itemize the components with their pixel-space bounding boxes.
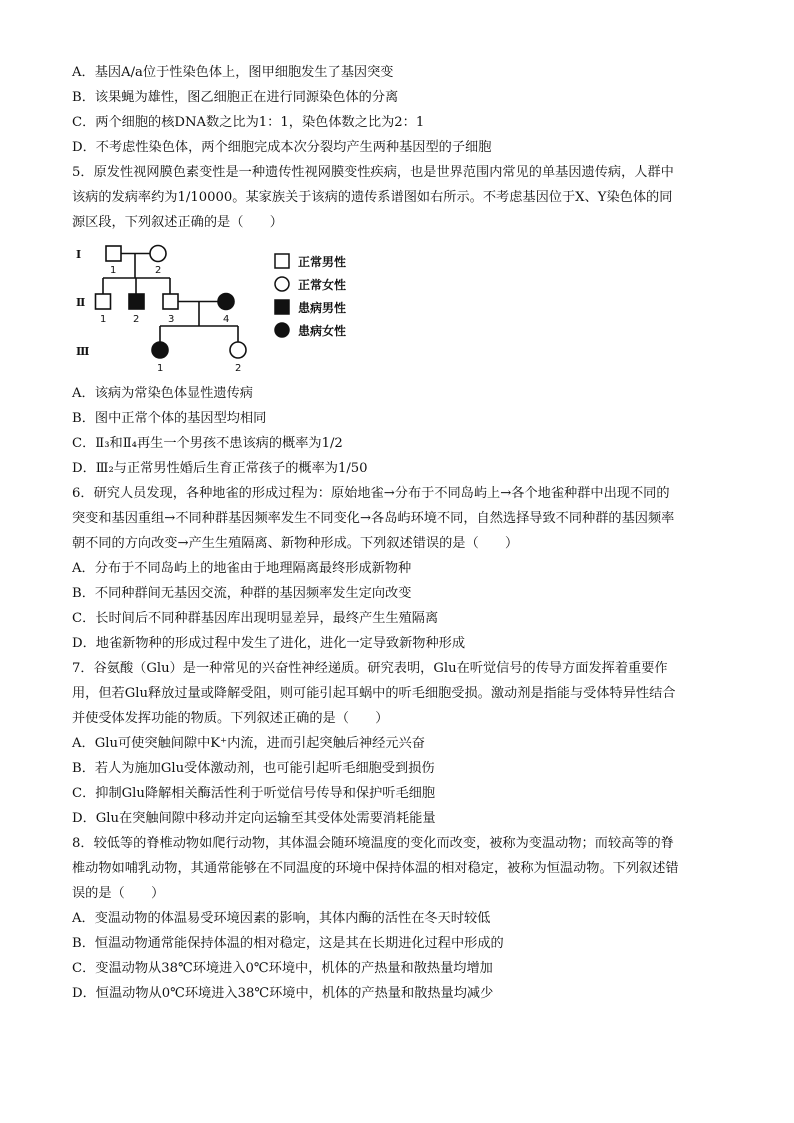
q6-stem-line-1: 6．研究人员发现，各种地雀的形成过程为：原始地雀→分布于不同岛屿上→各个地雀种群中出现不同的 — [72, 486, 670, 501]
generation-label-II: Ⅱ — [76, 296, 86, 309]
q7-option-b: B．若人为施加Glu受体激动剂，也可能引起听毛细胞受到损伤 — [72, 761, 435, 776]
pedigree-II-3 — [163, 294, 178, 309]
q5-option-b: B．图中正常个体的基因型均相同 — [72, 411, 267, 426]
label-III-1: 1 — [157, 363, 164, 374]
legend-normal-female: 正常女性 — [272, 275, 392, 295]
q8-option-b: B．恒温动物通常能保持体温的相对稳定，这是其在长期进化过程中形成的 — [72, 936, 504, 951]
pedigree-I-1 — [106, 246, 121, 261]
label-II-2: 2 — [133, 314, 140, 325]
generation-label-III: Ⅲ — [76, 345, 90, 358]
pedigree-legend — [272, 250, 392, 350]
q8-option-d: D．恒温动物从0℃环境进入38℃环境中，机体的产热量和散热量均减少 — [72, 986, 494, 1001]
q7-option-c: C．抑制Glu降解相关酶活性利于听觉信号传导和保护听毛细胞 — [72, 786, 436, 801]
q7-stem-line-3: 并使受体发挥功能的物质。下列叙述正确的是（ ） — [72, 711, 389, 726]
q4-option-a: A．基因A/a位于性染色体上，图甲细胞发生了基因突变 — [72, 65, 394, 80]
q5-stem-line-3: 源区段，下列叙述正确的是（ ） — [72, 215, 283, 230]
affected-female-symbol-icon — [274, 322, 290, 338]
q7-stem-line-2: 用，但若Glu释放过量或降解受阻，则可能引起耳蜗中的听毛细胞受损。激动剂是指能与受体特异性结合 — [72, 686, 676, 701]
q8-stem-line-3: 误的是（ ） — [72, 886, 165, 901]
label-I-1: 1 — [110, 265, 117, 276]
q6-option-b: B．不同种群间无基因交流，种群的基因频率发生定向改变 — [72, 586, 412, 601]
q5-stem-line-1: 5．原发性视网膜色素变性是一种遗传性视网膜变性疾病，也是世界范围内常见的单基因遗传病，人群中 — [72, 165, 674, 180]
affected-male-symbol-icon — [274, 299, 290, 315]
q4-option-c: C．两个细胞的核DNA数之比为1：1，染色体数之比为2：1 — [72, 115, 425, 130]
q8-option-c: C．变温动物从38℃环境进入0℃环境中，机体的产热量和散热量均增加 — [72, 961, 493, 976]
label-III-2: 2 — [235, 363, 242, 374]
legend-normal-male: 正常男性 — [272, 252, 392, 272]
label-I-2: 2 — [155, 265, 162, 276]
q8-option-a: A．变温动物的体温易受环境因素的影响，其体内酶的活性在冬天时较低 — [72, 911, 491, 926]
pedigree-III-2 — [230, 342, 246, 358]
pedigree-II-1 — [96, 294, 111, 309]
q6-stem-line-2: 突变和基因重组→不同种群基因频率发生不同变化→各岛屿环境不同，自然选择导致不同种群的基因频率 — [72, 511, 675, 526]
legend-affected-female: 患病女性 — [272, 321, 392, 341]
legend-affected-male: 患病男性 — [272, 298, 392, 318]
q6-option-a: A．分布于不同岛屿上的地雀由于地理隔离最终形成新物种 — [72, 561, 412, 576]
q5-option-c: C．Ⅱ₃和Ⅱ₄再生一个男孩不患该病的概率为1/2 — [72, 436, 343, 451]
pedigree-I-2 — [150, 246, 166, 262]
q6-stem-line-3: 朝不同的方向改变→产生生殖隔离、新物种形成。下列叙述错误的是（ ） — [72, 536, 519, 551]
q6-option-d: D．地雀新物种的形成过程中发生了进化，进化一定导致新物种形成 — [72, 636, 466, 651]
q7-stem-line-1: 7．谷氨酸（Glu）是一种常见的兴奋性神经递质。研究表明，Glu在听觉信号的传导方面发挥着重要作 — [72, 661, 668, 676]
q6-option-c: C．长时间后不同种群基因库出现明显差异，最终产生生殖隔离 — [72, 611, 439, 626]
label-II-3: 3 — [168, 314, 175, 325]
q7-option-d: D．Glu在突触间隙中移动并定向运输至其受体处需要消耗能量 — [72, 811, 436, 826]
q8-stem-line-1: 8．较低等的脊椎动物如爬行动物，其体温会随环境温度的变化而改变，被称为变温动物；而较高等的脊 — [72, 836, 674, 851]
q4-option-d: D．不考虑性染色体，两个细胞完成本次分裂均产生两种基因型的子细胞 — [72, 140, 492, 155]
label-II-1: 1 — [100, 314, 107, 325]
pedigree-II-4 — [218, 294, 234, 310]
q8-stem-line-2: 椎动物如哺乳动物，其通常能够在不同温度的环境中保持体温的相对稳定，被称为恒温动物。下列叙述错 — [72, 861, 679, 876]
pedigree-III-1 — [152, 342, 168, 358]
label-II-4: 4 — [223, 314, 230, 325]
q5-stem-line-2: 该病的发病率约为1/10000。某家族关于该病的遗传系谱图如右所示。不考虑基因位于X、Y染色体的同 — [72, 190, 673, 205]
q7-option-a: A．Glu可使突触间隙中K⁺内流，进而引起突触后神经元兴奋 — [72, 736, 425, 751]
normal-male-symbol-icon — [274, 253, 290, 269]
pedigree-II-2 — [129, 294, 144, 309]
generation-label-I: Ⅰ — [76, 248, 82, 261]
normal-female-symbol-icon — [274, 276, 290, 292]
q5-option-a: A．该病为常染色体显性遗传病 — [72, 386, 253, 401]
q5-option-d: D．Ⅲ₂与正常男性婚后生育正常孩子的概率为1/50 — [72, 461, 368, 476]
q4-option-b: B．该果蝇为雄性，图乙细胞正在进行同源染色体的分离 — [72, 90, 399, 105]
